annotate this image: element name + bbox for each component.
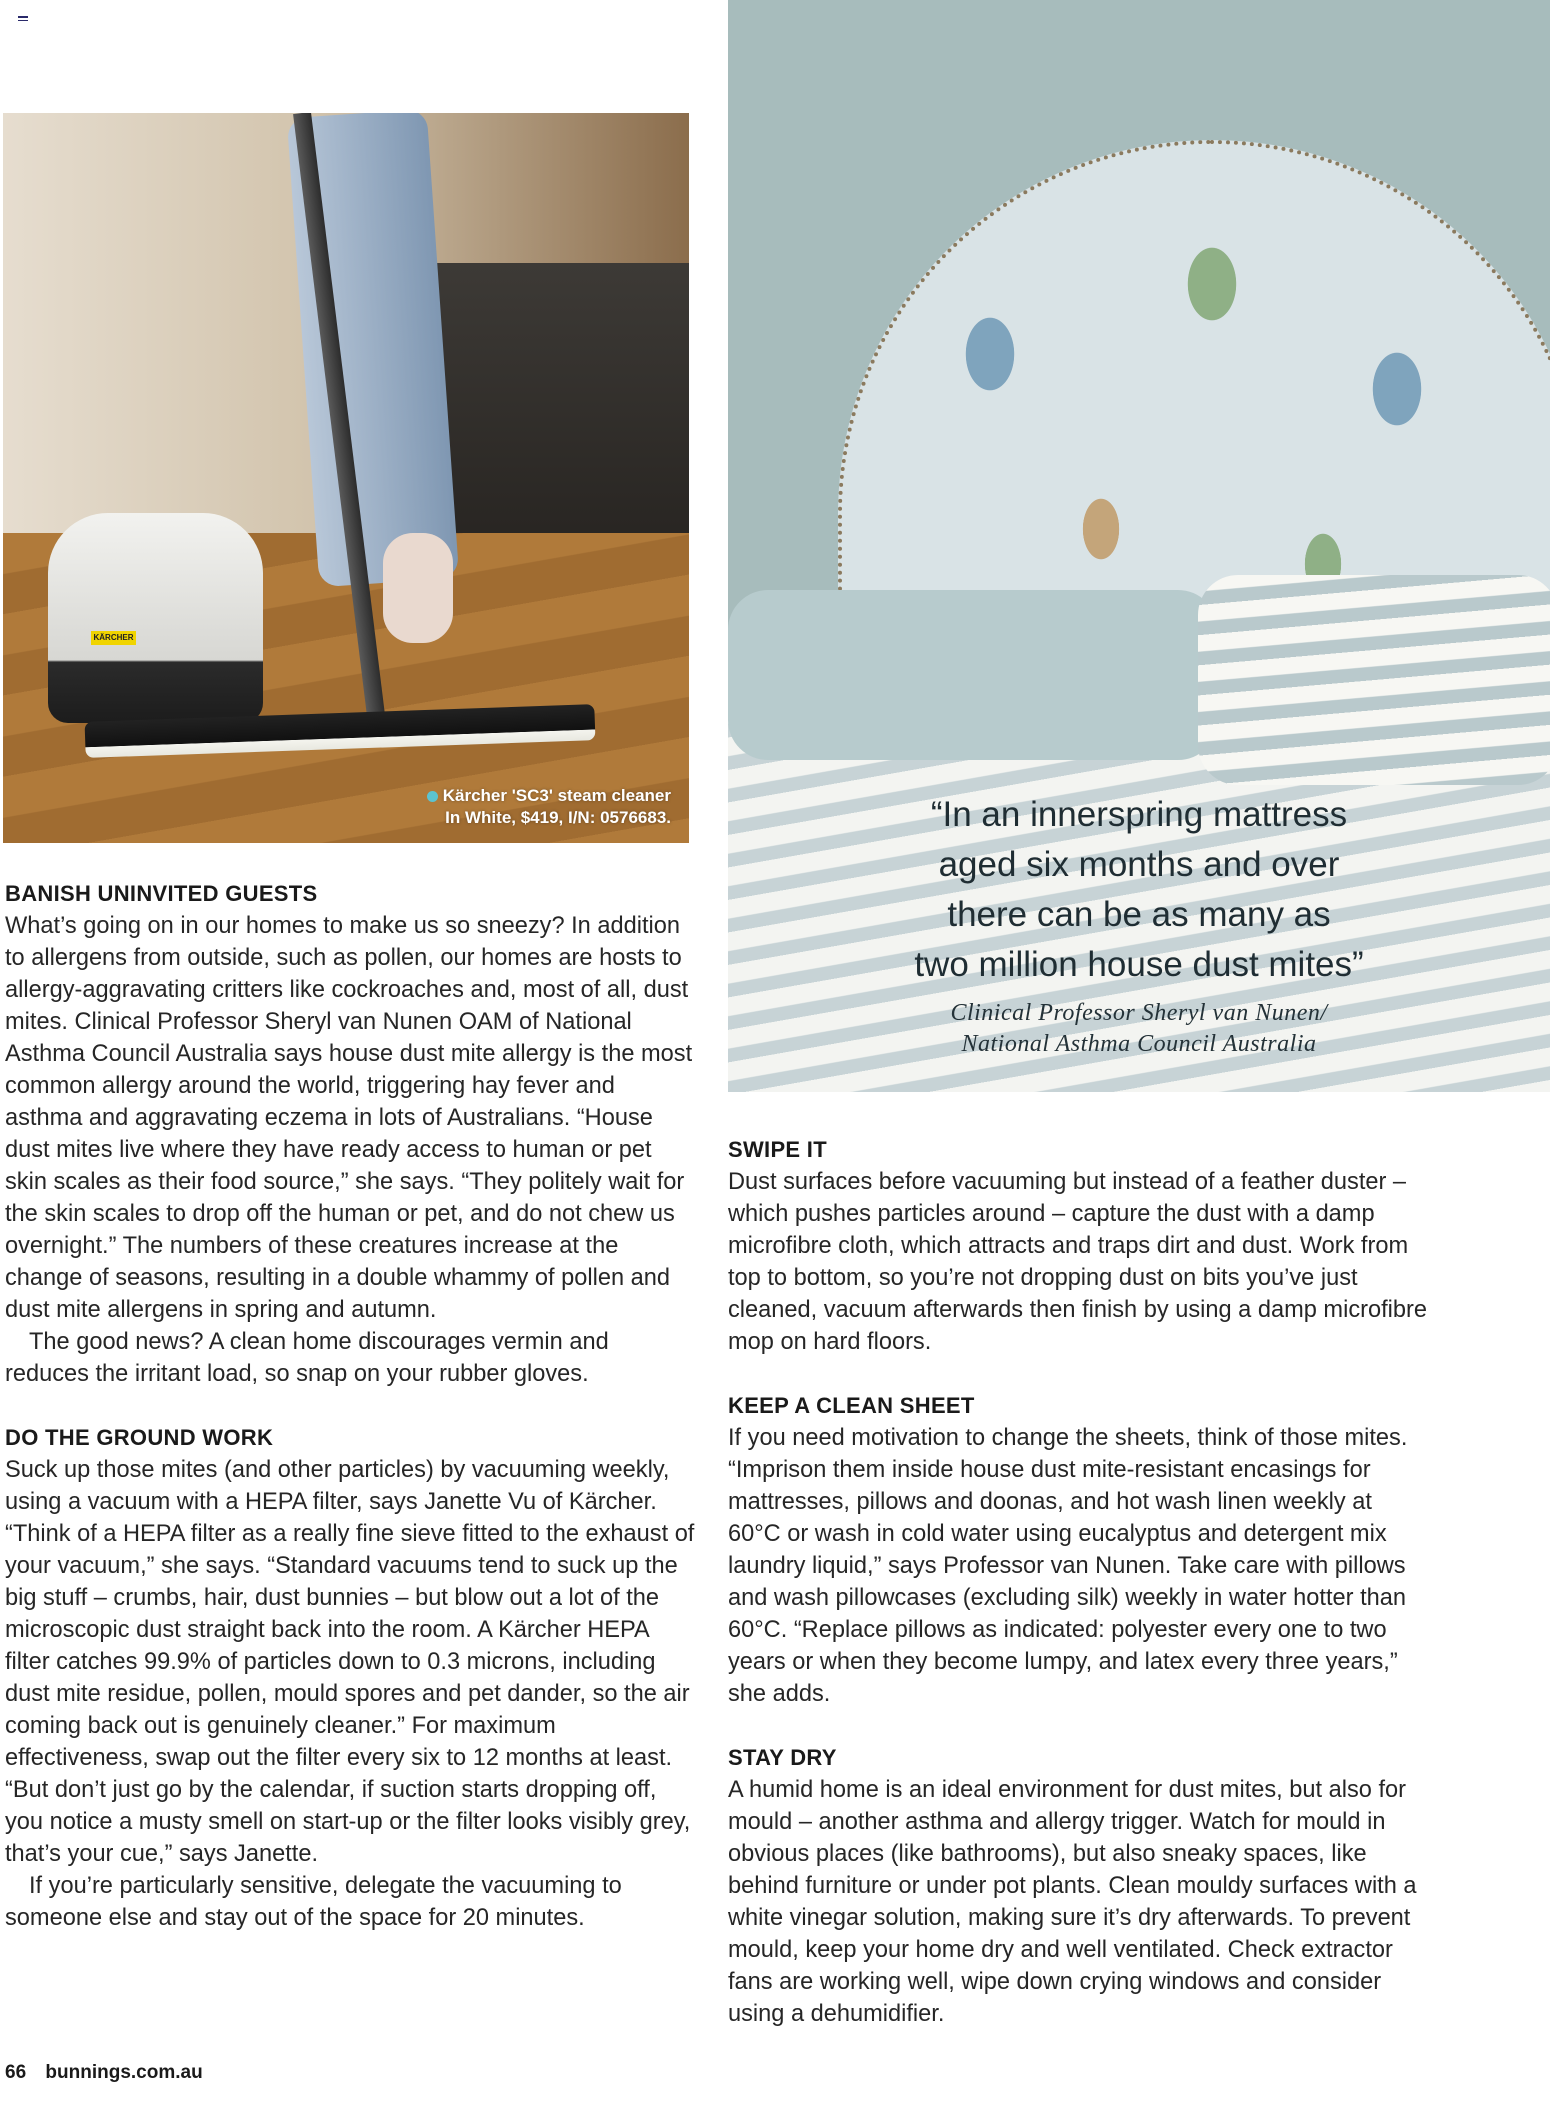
section-heading-dry: STAY DRY <box>728 1745 837 1770</box>
section-heading-ground: DO THE GROUND WORK <box>5 1425 274 1450</box>
banish-paragraph-2: The good news? A clean home discourages vermin and reduces the irritant load, so snap on your rubber gloves. <box>5 1329 609 1387</box>
quote-line: two million house dust mites” <box>914 945 1364 984</box>
quote-attribution <box>728 998 1550 1060</box>
dry-paragraph: A humid home is an ideal environment for dust mites, but also for mould – another asthma and allergy trigger. Watch for mould in obvious places (like bathrooms), but also sneaky spaces, like behind furniture or under pot plants. Clean mouldy surfaces with a white vinegar solution, making sure it’s dry afterwards. To prevent mould, keep your home dry and well ventilated. Check extractor fans are working well, wipe down crying windows and consider using a dehumidifier. <box>728 1777 1417 2027</box>
pillow-blue <box>728 590 1218 760</box>
swipe-paragraph: Dust surfaces before vacuuming but instead of a feather duster – which pushes particles around – capture the dust with a damp microfibre cloth, which attracts and traps dirt and dust. Work from top to bottom, so you’re not dropping dust on bits you’ve just cleaned, vacuum afterwards then finish by using a damp microfibre mop on hard floors. <box>728 1169 1427 1355</box>
quote-text <box>859 790 1419 990</box>
caption-line-1: Kärcher 'SC3' steam cleaner <box>442 786 671 805</box>
steam-cleaner-photo <box>3 113 689 843</box>
left-column <box>5 878 695 1934</box>
quote-line: aged six months and over <box>938 845 1340 884</box>
site-link[interactable]: bunnings.com.au <box>45 2062 203 2083</box>
brand-label: KÄRCHER <box>91 631 136 645</box>
bed-photo <box>728 0 1550 1092</box>
photo-caption <box>427 785 671 829</box>
attribution-line: Clinical Professor Sheryl van Nunen/ <box>950 1000 1328 1026</box>
page-footer <box>5 2062 203 2084</box>
banish-paragraph-1: What’s going on in our homes to make us so sneezy? In addition to allergens from outside, such as pollen, our homes are hosts to allergy-aggravating critters like cockroaches and, most of all, dust mites. Clinical Professor Sheryl van Nunen OAM of National Asthma Council Australia says house dust mite allergy is the most common allergy around the world, triggering hay fever and asthma and aggravating eczema in lots of Australians. “House dust mites live where they have ready access to human or pet skin scales as their food source,” she says. “They politely wait for the skin scales to drop off the human or pet, and do not chew us overnight.” The numbers of these creatures increase at the change of seasons, resulting in a double whammy of pollen and dust mite allergens in spring and autumn. <box>5 913 693 1323</box>
sheet-paragraph: If you need motivation to change the sheets, think of those mites. “Imprison them inside house dust mite-resistant encasings for mattresses, pillows and doonas, and hot wash linen weekly at 60°C or wash in cold water using eucalyptus and detergent mix laundry liquid,” says Professor van Nunen. Take care with pillows and wash pillowcases (excluding silk) weekly in water hotter than 60°C. “Replace pillows as indicated: polyester every one to two years or when they become lumpy, and latex every three years,” she adds. <box>728 1425 1408 1707</box>
menu-icon[interactable] <box>18 16 28 24</box>
page-number: 66 <box>5 2062 27 2083</box>
right-column <box>728 1134 1428 2030</box>
photo-sock <box>383 533 453 643</box>
ground-paragraph-2: If you’re particularly sensitive, delegate the vacuuming to someone else and stay out of the space for 20 minutes. <box>5 1873 622 1931</box>
quote-line: there can be as many as <box>947 895 1331 934</box>
quote-line: “In an innerspring mattress <box>930 795 1348 834</box>
section-heading-swipe: SWIPE IT <box>728 1137 827 1162</box>
pull-quote <box>728 790 1550 1060</box>
caption-dot-icon <box>427 791 438 802</box>
caption-line-2: In White, $419, I/N: 0576683. <box>445 808 671 827</box>
ground-paragraph-1: Suck up those mites (and other particles) by vacuuming weekly, using a vacuum with a HEPA filter, says Janette Vu of Kärcher. “Think of a HEPA filter as a really fine sieve fitted to the exhaust of your vacuum,” she says. “Standard vacuums tend to suck up the big stuff – crumbs, hair, dust bunnies – but blow out a lot of the microscopic dust straight back into the room. A Kärcher HEPA filter catches 99.9% of particles down to 0.3 microns, including dust mite residue, pollen, mould spores and pet dander, so the air coming back out is genuinely cleaner.” For maximum effectiveness, swap out the filter every six to 12 months at least. “But don’t just go by the calendar, if suction starts dropping off, you notice a musty smell on start-up or the filter looks visibly grey, that’s your cue,” says Janette. <box>5 1457 695 1867</box>
steam-cleaner-unit <box>48 513 263 723</box>
section-heading-sheet: KEEP A CLEAN SHEET <box>728 1393 975 1418</box>
attribution-line: National Asthma Council Australia <box>961 1031 1317 1057</box>
pillow-striped <box>1198 575 1550 785</box>
section-heading-banish: BANISH UNINVITED GUESTS <box>5 881 318 906</box>
